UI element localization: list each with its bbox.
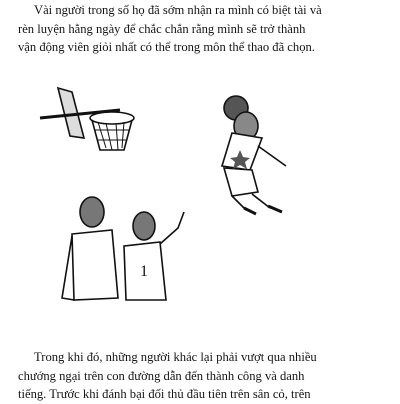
paragraph-line: rèn luyện hằng ngày để chắc chắn rằng mình sẽ trở thành [18,21,306,36]
paragraph-bottom [18,348,382,404]
paragraph-line: vận động viên giỏi nhất có thể trong môn thể thao đã chọn. [18,40,315,54]
jersey-number: 1 [140,263,148,280]
paragraph-line: Vài người trong số họ đã sớm nhận ra mình có biệt tài và [34,3,322,17]
paragraph-line: chướng ngại trên con đường dẫn đến thành công và danh [18,368,305,383]
spectator-right [124,212,184,300]
basketball-illustration [0,78,400,318]
paragraph-line: tiếng. Trước khi đánh bại đối thủ đầu tiên trên sân cỏ, trên [18,387,311,401]
jumping-player [222,96,286,214]
spectator-left [62,197,118,300]
paragraph-line: Trong khi đó, những người khác lại phải vượt qua nhiều [34,350,317,364]
paragraph-top [18,1,382,57]
basketball-hoop [40,88,134,150]
